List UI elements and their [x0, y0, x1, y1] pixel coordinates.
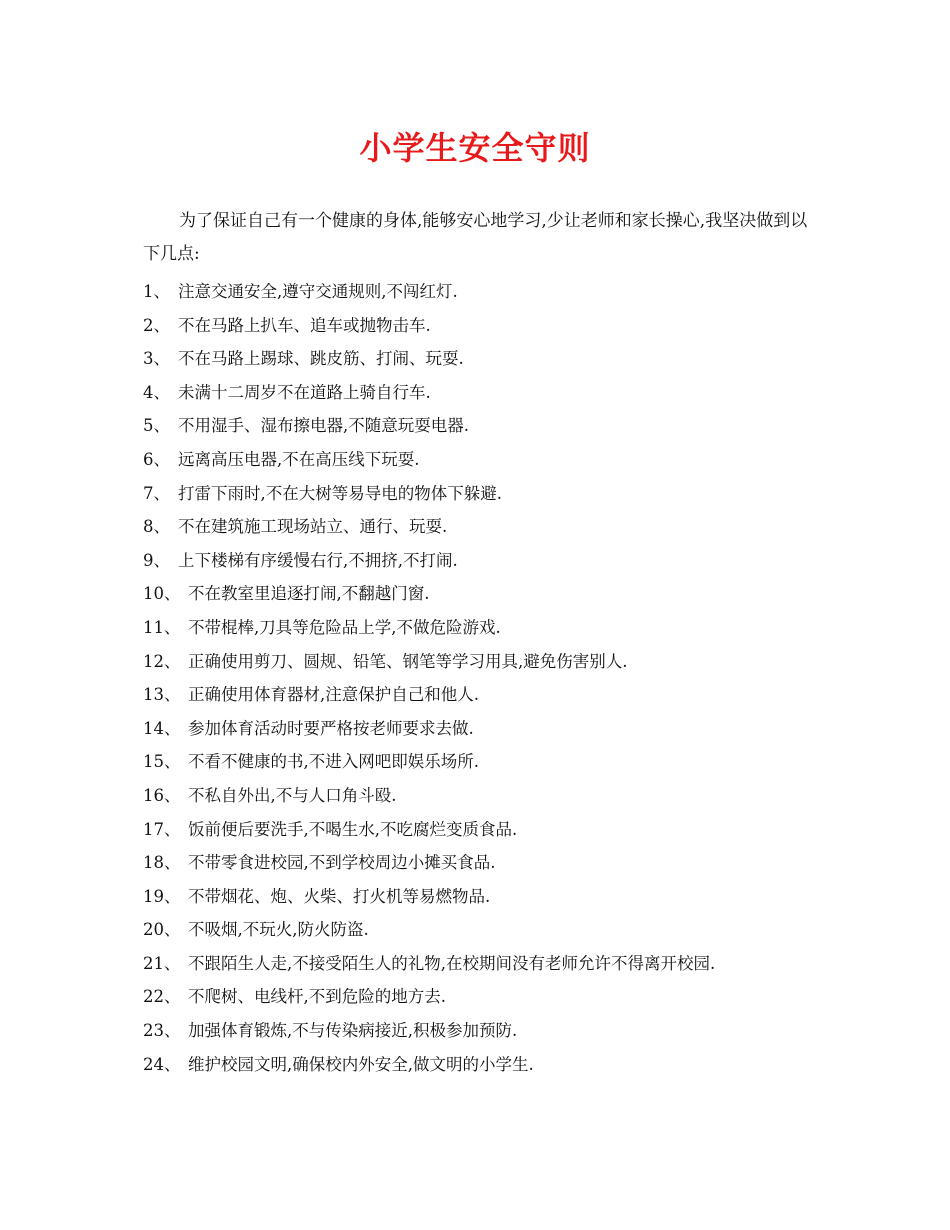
- rule-text: 远离高压电器,不在高压线下玩耍.: [178, 449, 420, 469]
- rule-text: 不在马路上踢球、跳皮筋、打闹、玩耍.: [178, 349, 464, 369]
- rule-text: 不带棍棒,刀具等危险品上学,不做危险游戏.: [188, 617, 501, 637]
- rule-number: 23、: [143, 1021, 181, 1041]
- rule-text: 维护校园文明,确保校内外安全,做文明的小学生.: [188, 1054, 534, 1074]
- rule-number: 21、: [143, 953, 181, 973]
- rule-text: 打雷下雨时,不在大树等易导电的物体下躲避.: [178, 483, 502, 503]
- rule-text: 不在马路上扒车、追车或抛物击车.: [178, 315, 431, 335]
- rule-number: 4、: [143, 382, 170, 402]
- rule-number: 12、: [143, 651, 181, 671]
- rule-number: 10、: [143, 584, 181, 604]
- rule-number: 14、: [143, 718, 181, 738]
- rule-item: [143, 779, 833, 813]
- rule-text: 上下楼梯有序缓慢右行,不拥挤,不打闹.: [178, 550, 458, 570]
- rule-number: 15、: [143, 752, 181, 772]
- rule-number: 9、: [143, 550, 170, 570]
- rule-text: 饭前便后要洗手,不喝生水,不吃腐烂变质食品.: [188, 819, 518, 839]
- rule-item: [143, 342, 833, 376]
- rule-item: [143, 880, 833, 914]
- rule-text: 不带烟花、炮、火柴、打火机等易燃物品.: [188, 886, 491, 906]
- rule-item: [143, 1014, 833, 1048]
- rule-number: 24、: [143, 1054, 181, 1074]
- rule-number: 11、: [143, 617, 181, 637]
- rule-item: [143, 611, 833, 645]
- rule-text: 不吸烟,不玩火,防火防盗.: [188, 920, 369, 940]
- rule-text: 不在教室里追逐打闹,不翻越门窗.: [188, 584, 430, 604]
- rule-number: 13、: [143, 685, 181, 705]
- rule-item: [143, 980, 833, 1014]
- document-title: 小学生安全守则: [359, 129, 591, 167]
- rule-item: [143, 645, 833, 679]
- rule-item: [143, 1048, 833, 1082]
- rule-item: [143, 947, 833, 981]
- rule-number: 16、: [143, 785, 181, 805]
- rule-text: 加强体育锻炼,不与传染病接近,积极参加预防.: [188, 1021, 518, 1041]
- rule-number: 20、: [143, 920, 181, 940]
- rule-item: [143, 813, 833, 847]
- rule-text: 正确使用剪刀、圆规、铅笔、钢笔等学习用具,避免伤害别人.: [188, 651, 628, 671]
- rule-item: [143, 376, 833, 410]
- rule-number: 19、: [143, 886, 181, 906]
- rule-item: [143, 913, 833, 947]
- rule-text: 未满十二周岁不在道路上骑自行车.: [178, 382, 431, 402]
- rule-text: 参加体育活动时要严格按老师要求去做.: [188, 718, 474, 738]
- rule-text: 不在建筑施工现场站立、通行、玩耍.: [178, 517, 448, 537]
- rule-item: [143, 275, 833, 309]
- rule-number: 7、: [143, 483, 170, 503]
- rule-number: 5、: [143, 416, 170, 436]
- rule-item: [143, 544, 833, 578]
- intro-paragraph: 为了保证自己有一个健康的身体,能够安心地学习,少让老师和家长操心,我坚决做到以下几点:: [143, 211, 808, 264]
- rule-item: [143, 510, 833, 544]
- rule-text: 不看不健康的书,不进入网吧即娱乐场所.: [188, 752, 479, 772]
- rule-item: [143, 712, 833, 746]
- rule-item: [143, 745, 833, 779]
- rule-text: 不跟陌生人走,不接受陌生人的礼物,在校期间没有老师允许不得离开校园.: [188, 953, 716, 973]
- rule-text: 不私自外出,不与人口角斗殴.: [188, 785, 397, 805]
- rule-text: 正确使用体育器材,注意保护自己和他人.: [188, 685, 479, 705]
- rule-text: 不爬树、电线杆,不到危险的地方去.: [188, 987, 446, 1007]
- rule-item: [143, 409, 833, 443]
- rule-number: 22、: [143, 987, 181, 1007]
- rule-text: 不带零食进校园,不到学校周边小摊买食品.: [188, 853, 496, 873]
- rule-text: 注意交通安全,遵守交通规则,不闯红灯.: [178, 282, 458, 301]
- rule-number: 3、: [143, 349, 170, 369]
- rule-number: 8、: [143, 517, 170, 537]
- rules-list: [143, 275, 833, 1081]
- rule-number: 1、: [143, 282, 170, 301]
- rule-item: [143, 846, 833, 880]
- rule-item: [143, 309, 833, 343]
- rule-text: 不用湿手、湿布擦电器,不随意玩耍电器.: [178, 416, 469, 436]
- rule-number: 6、: [143, 449, 170, 469]
- rule-number: 18、: [143, 853, 181, 873]
- rule-number: 17、: [143, 819, 181, 839]
- rule-item: [143, 443, 833, 477]
- rule-number: 2、: [143, 315, 170, 335]
- rule-item: [143, 678, 833, 712]
- rule-item: [143, 577, 833, 611]
- rule-item: [143, 477, 833, 511]
